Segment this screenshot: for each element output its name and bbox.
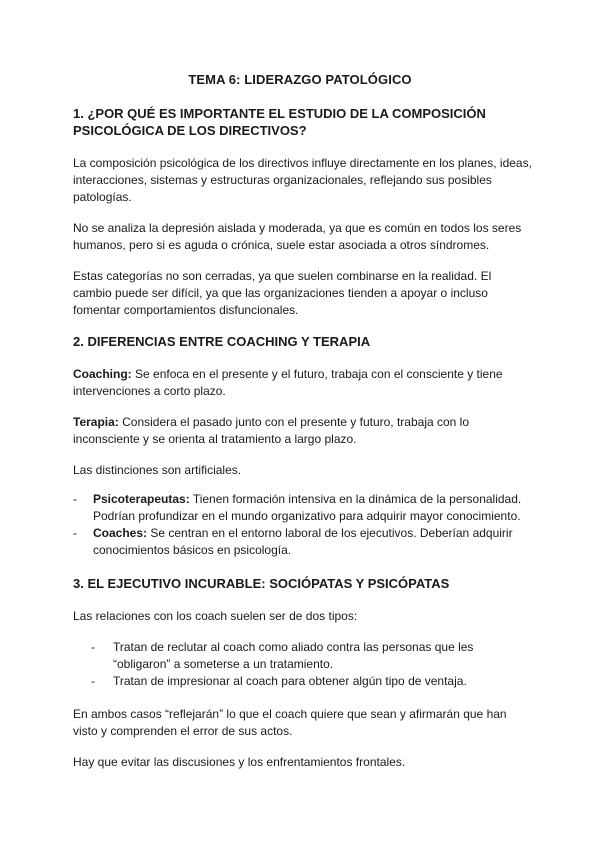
section-3-heading: 3. EL EJECUTIVO INCURABLE: SOCIÓPATAS Y PSICÓPATAS — [73, 576, 450, 591]
section-3-paragraph: Hay que evitar las discusiones y los enfrentamientos frontales. — [73, 755, 406, 769]
terapia-definition — [73, 414, 533, 448]
dash-bullet: - — [73, 526, 77, 540]
section-2-heading: 2. DIFERENCIAS ENTRE COACHING Y TERAPIA — [73, 334, 371, 349]
dash-bullet: - — [73, 492, 77, 506]
list-item-text: Tratan de reclutar al coach como aliado contra las personas que les “obligaron” a someterse a un tratamiento. — [113, 640, 474, 671]
coaching-text: Se enfoca en el presente y el futuro, trabaja con el consciente y tiene intervenciones a corto plazo. — [73, 367, 503, 398]
distinctions-note: Las distinciones son artificiales. — [73, 463, 242, 477]
section-3-intro: Las relaciones con los coach suelen ser de dos tipos: — [73, 609, 358, 623]
section-1-heading: 1. ¿POR QUÉ ES IMPORTANTE EL ESTUDIO DE LA COMPOSICIÓN PSICOLÓGICA DE LOS DIRECTIVOS? — [73, 106, 486, 138]
section-1-paragraph: Estas categorías no son cerradas, ya que suelen combinarse en la realidad. El cambio puede ser difícil, ya que las organizaciones tienden a apoyar o incluso fomentar comportamientos disfuncionales. — [73, 269, 492, 317]
list-item — [91, 639, 533, 673]
section-1-paragraph: La composición psicológica de los directivos influye directamente en los planes, ideas, interacciones, sistemas y estructuras organizacionales, reflejando sus posibles patologías. — [73, 156, 532, 204]
list-item-text: Tratan de impresionar al coach para obtener algún tipo de ventaja. — [113, 674, 467, 688]
list-item — [73, 491, 533, 525]
list-item-text: Tienen formación intensiva en la dinámica de la personalidad. Podrían profundizar en el mundo organizativo para adquirir mayor conocimiento. — [93, 492, 522, 523]
section-1-paragraph: No se analiza la depresión aislada y moderada, ya que es común en todos los seres humanos, pero si es aguda o crónica, suele estar asociada a otros síndromes. — [73, 221, 522, 252]
relationship-types-list — [73, 639, 533, 690]
terapia-text: Considera el pasado junto con el presente y futuro, trabaja con lo inconsciente y se orienta al tratamiento a largo plazo. — [73, 415, 470, 446]
terapia-term: Terapia: — [73, 415, 119, 429]
coaching-definition — [73, 366, 533, 400]
dash-bullet: - — [91, 674, 95, 688]
document-body — [73, 105, 533, 785]
list-item — [73, 525, 533, 559]
document-title: TEMA 6: LIDERAZGO PATOLÓGICO — [188, 72, 412, 87]
list-item — [91, 673, 533, 690]
dash-bullet: - — [91, 640, 95, 654]
section-3-paragraph: En ambos casos “reflejarán” lo que el coach quiere que sean y afirmarán que han visto y comprenden el error de sus actos. — [73, 707, 507, 738]
coaching-term: Coaching: — [73, 367, 132, 381]
list-item-term: Psicoterapeutas: — [93, 492, 190, 506]
professionals-list — [73, 491, 533, 559]
list-item-term: Coaches: — [93, 526, 148, 540]
list-item-text: Se centran en el entorno laboral de los ejecutivos. Deberían adquirir conocimientos básicos en psicología. — [93, 526, 513, 557]
